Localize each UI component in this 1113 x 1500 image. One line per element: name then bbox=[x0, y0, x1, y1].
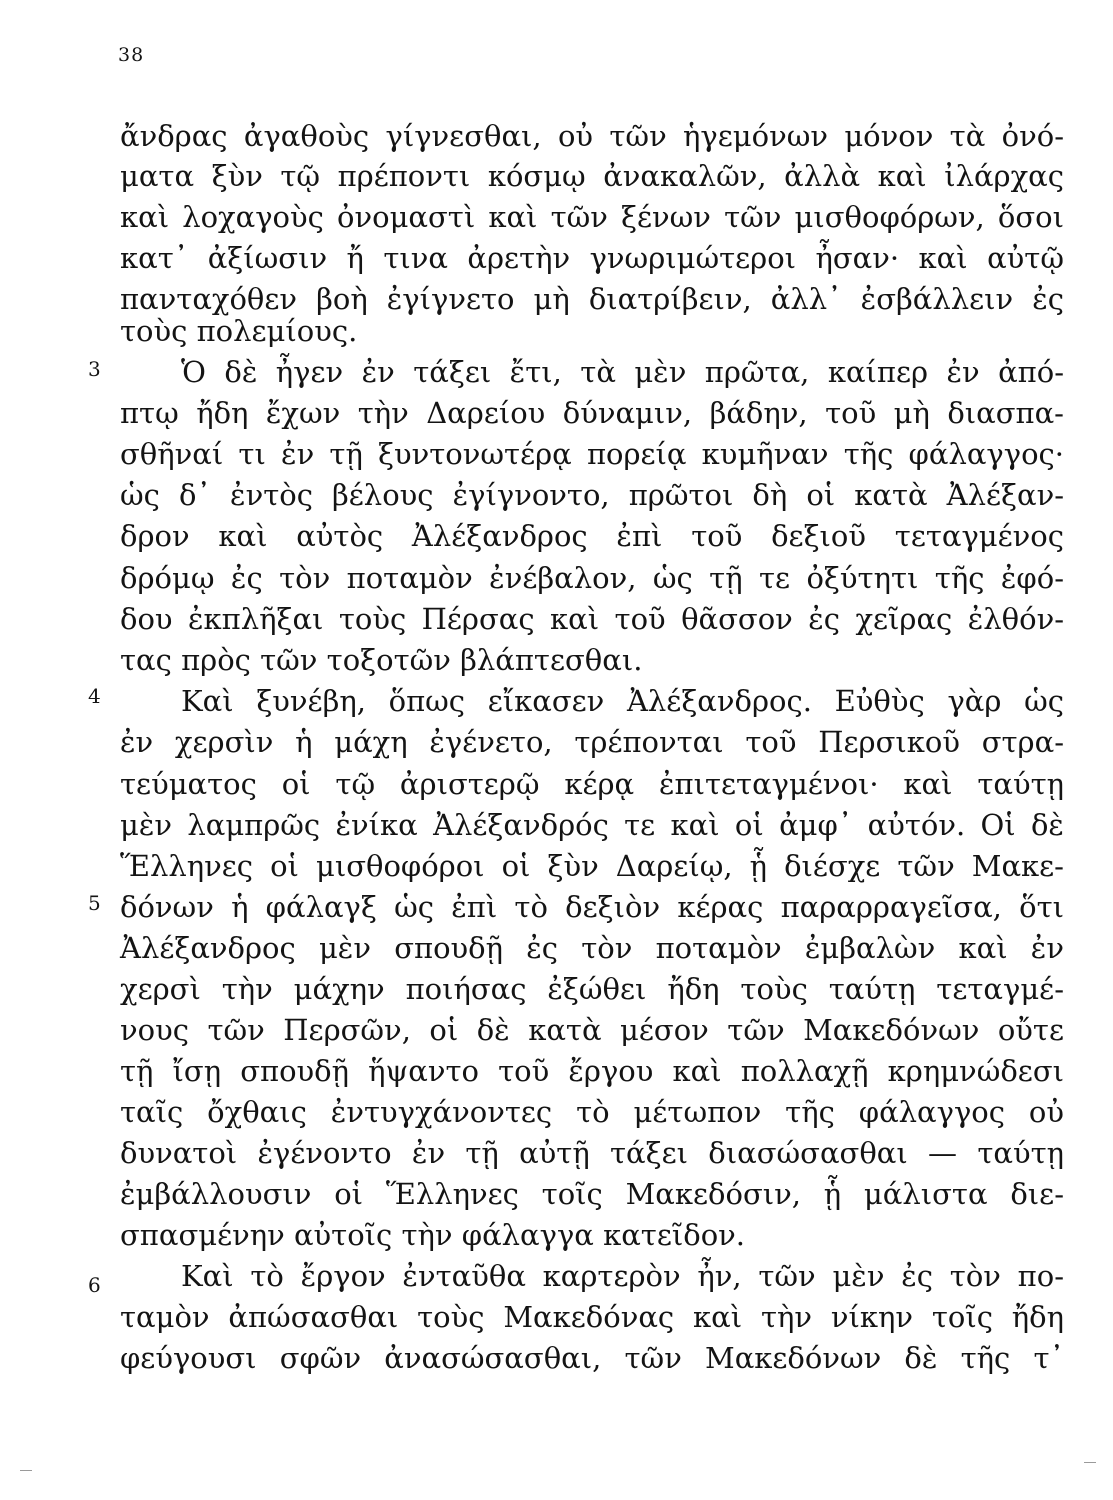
text-line: ἐμβάλλουσιν οἱ Ἕλληνες τοῖς Μακεδόσιν, ᾗ μάλιστα διε- bbox=[120, 1177, 1064, 1211]
text-line: κατ᾽ ἀξίωσιν ἤ τινα ἀρετὴν γνωριμώτεροι ἦσαν· καὶ αὐτῷ bbox=[120, 241, 1064, 275]
text-line: δόνων ἡ φάλαγξ ὡς ἐπὶ τὸ δεξιὸν κέρας παραρραγεῖσα, ὅτι bbox=[120, 890, 1064, 924]
text-line: φεύγουσι σφῶν ἀνασώσασθαι, τῶν Μακεδόνων δὲ τῆς τ᾽ bbox=[120, 1341, 1064, 1375]
text-line: τοὺς πολεμίους. bbox=[120, 314, 358, 348]
text-line: Ἀλέξανδρος μὲν σπουδῇ ἐς τὸν ποταμὸν ἐμβαλὼν καὶ ἐν bbox=[120, 931, 1064, 965]
text-line: σπασμένην αὐτοῖς τὴν φάλαγγα κατεῖδον. bbox=[120, 1218, 746, 1252]
text-line: πανταχόθεν βοὴ ἐγίγνετο μὴ διατρίβειν, ἀλλ᾽ ἐσβάλλειν ἐς bbox=[120, 282, 1064, 316]
text-line: τας πρὸς τῶν τοξοτῶν βλάπτεσθαι. bbox=[120, 643, 643, 677]
text-line: Καὶ τὸ ἔργον ἐνταῦθα καρτερὸν ἦν, τῶν μὲν ἐς τὸν πο- bbox=[181, 1259, 1064, 1293]
text-line: δρον καὶ αὐτὸς Ἀλέξανδρος ἐπὶ τοῦ δεξιοῦ τεταγμένος bbox=[120, 519, 1064, 553]
text-line: δυνατοὶ ἐγένοντο ἐν τῇ αὐτῇ τάξει διασώσασθαι — ταύτῃ bbox=[120, 1136, 1064, 1170]
text-line: χερσὶ τὴν μάχην ποιήσας ἐξώθει ἤδη τοὺς ταύτῃ τεταγμέ- bbox=[120, 972, 1064, 1006]
text-line: τῇ ἴσῃ σπουδῇ ἥψαντο τοῦ ἔργου καὶ πολλαχῇ κρημνώδεσι bbox=[120, 1054, 1064, 1088]
text-line: σθῆναί τι ἐν τῇ ξυντονωτέρᾳ πορείᾳ κυμῆναν τῆς φάλαγγος· bbox=[120, 437, 1064, 471]
page-number: 38 bbox=[118, 44, 145, 66]
section-number-6: 6 bbox=[88, 1273, 101, 1297]
text-line: καὶ λοχαγοὺς ὀνομαστὶ καὶ τῶν ξένων τῶν μισθοφόρων, ὅσοι bbox=[120, 200, 1064, 234]
text-line: δρόμῳ ἐς τὸν ποταμὸν ἐνέβαλον, ὡς τῇ τε ὀξύτητι τῆς ἐφό- bbox=[120, 561, 1064, 595]
scan-edge-mark bbox=[20, 1470, 32, 1471]
text-line: Ὁ δὲ ἦγεν ἐν τάξει ἔτι, τὰ μὲν πρῶτα, καίπερ ἐν ἀπό- bbox=[181, 355, 1064, 389]
text-line: ὡς δ᾽ ἐντὸς βέλους ἐγίγνοντο, πρῶτοι δὴ οἱ κατὰ Ἀλέξαν- bbox=[120, 478, 1064, 512]
section-number-5: 5 bbox=[88, 891, 101, 915]
scan-edge-mark bbox=[1084, 1462, 1096, 1463]
text-line: πτῳ ἤδη ἔχων τὴν Δαρείου δύναμιν, βάδην, τοῦ μὴ διασπα- bbox=[120, 396, 1064, 430]
text-line: ἐν χερσὶν ἡ μάχη ἐγένετο, τρέπονται τοῦ Περσικοῦ στρα- bbox=[120, 725, 1064, 759]
text-line: δου ἐκπλῆξαι τοὺς Πέρσας καὶ τοῦ θᾶσσον ἐς χεῖρας ἐλθόν- bbox=[120, 602, 1064, 636]
section-number-3: 3 bbox=[88, 357, 101, 381]
text-line: ἄνδρας ἀγαθοὺς γίγνεσθαι, οὐ τῶν ἡγεμόνων μόνον τὰ ὀνό- bbox=[120, 119, 1064, 153]
section-number-4: 4 bbox=[88, 684, 101, 708]
text-line: μὲν λαμπρῶς ἐνίκα Ἀλέξανδρός τε καὶ οἱ ἀμφ᾽ αὐτόν. Οἱ δὲ bbox=[120, 808, 1064, 842]
text-line: τεύματος οἱ τῷ ἀριστερῷ κέρᾳ ἐπιτεταγμένοι· καὶ ταύτῃ bbox=[120, 767, 1064, 801]
text-line: ταμὸν ἀπώσασθαι τοὺς Μακεδόνας καὶ τὴν νίκην τοῖς ἤδη bbox=[120, 1300, 1064, 1334]
text-line: Καὶ ξυνέβη, ὅπως εἴκασεν Ἀλέξανδρος. Εὐθὺς γὰρ ὡς bbox=[181, 684, 1064, 718]
text-line: ματα ξὺν τῷ πρέποντι κόσμῳ ἀνακαλῶν, ἀλλὰ καὶ ἰλάρχας bbox=[120, 159, 1064, 193]
text-line: Ἕλληνες οἱ μισθοφόροι οἱ ξὺν Δαρείῳ, ᾗ διέσχε τῶν Μακε- bbox=[120, 849, 1064, 883]
text-line: νους τῶν Περσῶν, οἱ δὲ κατὰ μέσον τῶν Μακεδόνων οὔτε bbox=[120, 1013, 1064, 1047]
text-line: ταῖς ὄχθαις ἐντυγχάνοντες τὸ μέτωπον τῆς φάλαγγος οὐ bbox=[120, 1095, 1064, 1129]
